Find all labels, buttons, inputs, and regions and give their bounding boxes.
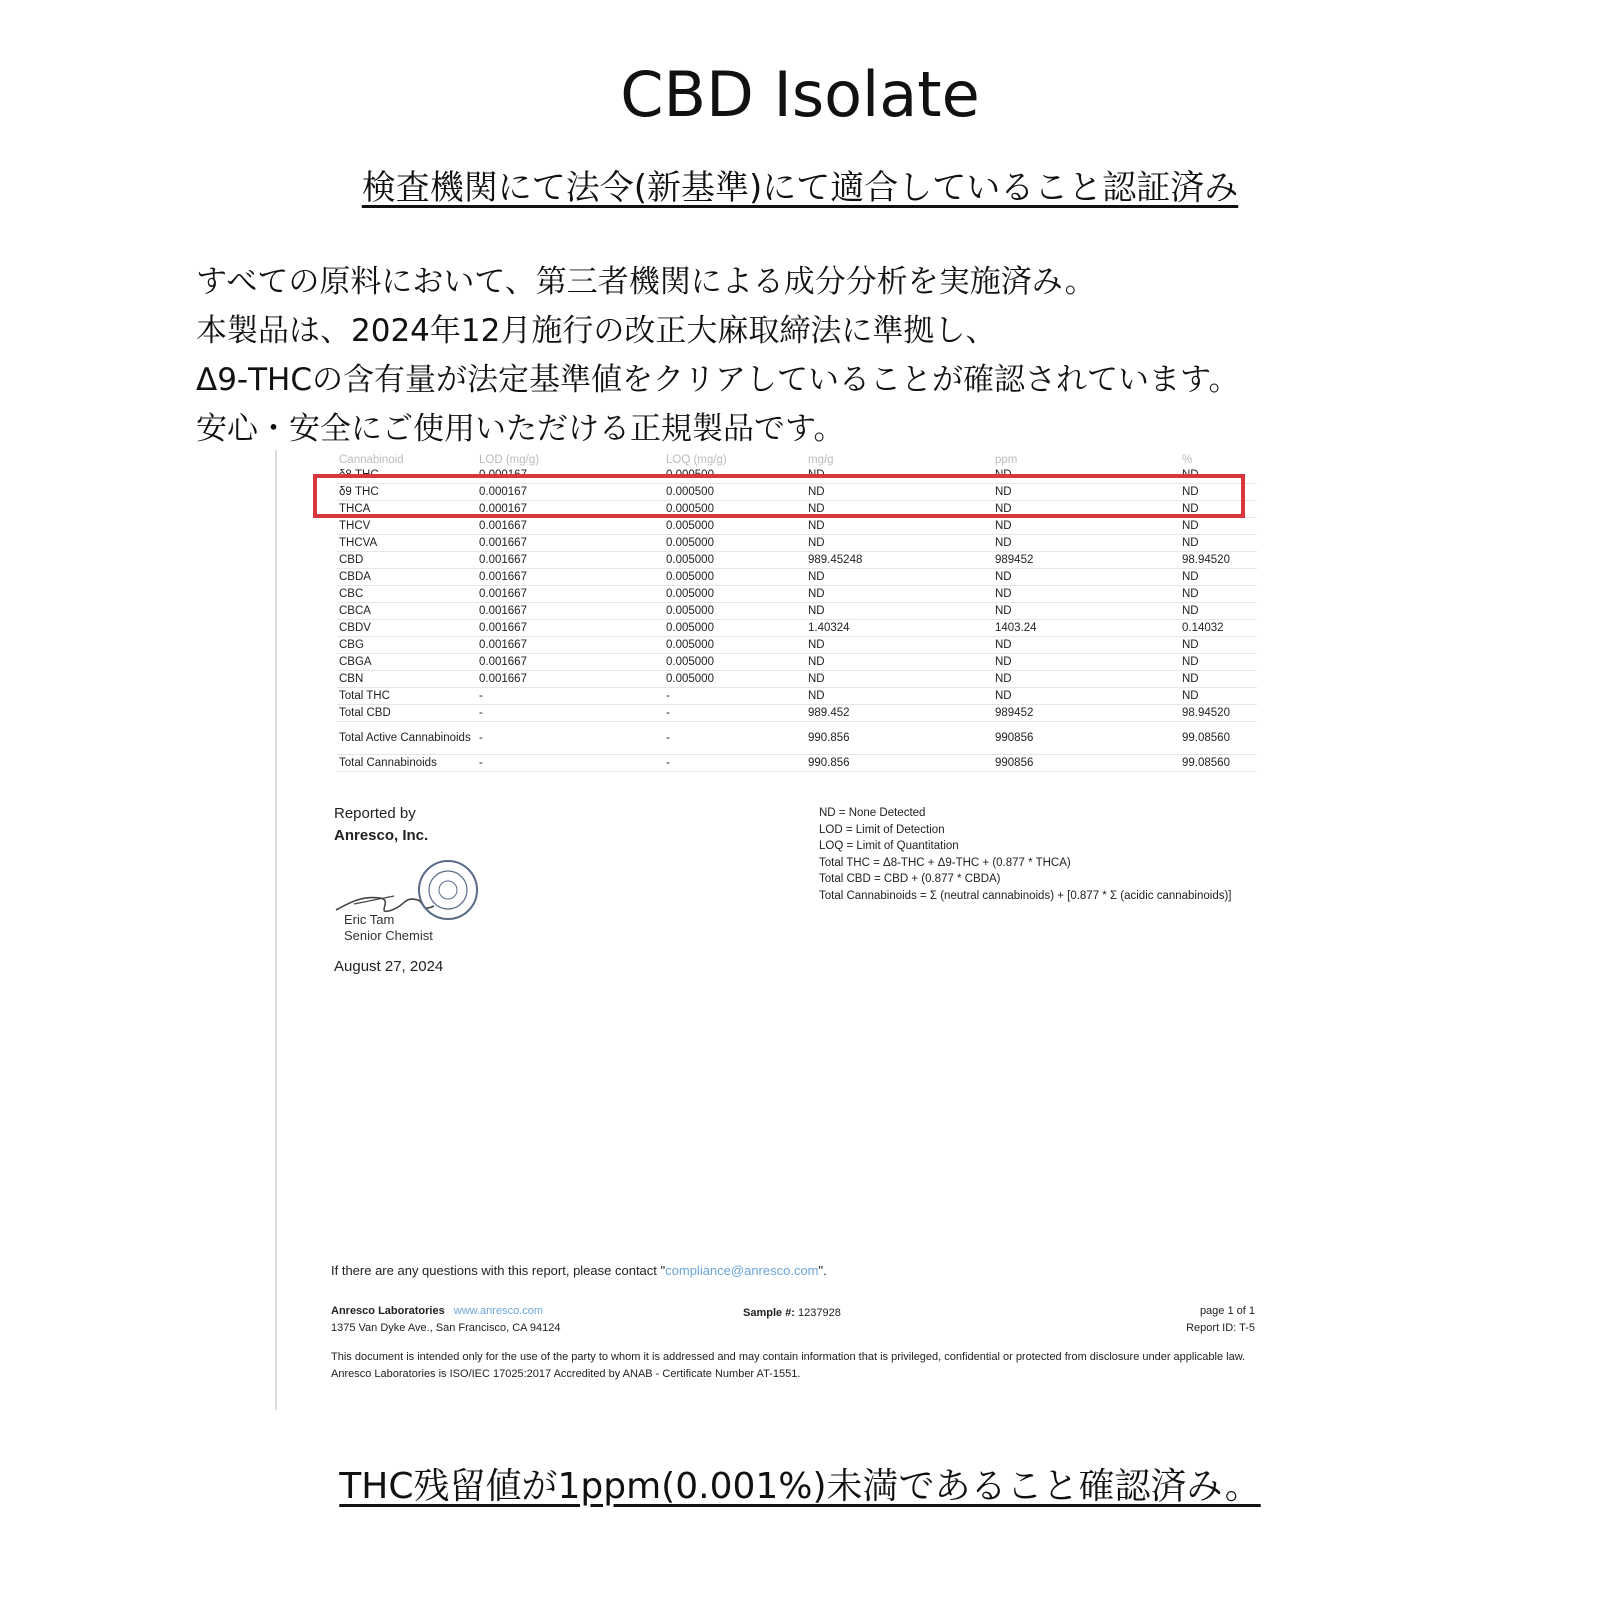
table-row — [337, 518, 1257, 535]
table-cell: ND — [806, 637, 993, 654]
contact-email-link[interactable]: compliance@anresco.com — [665, 1263, 819, 1278]
intro-text — [196, 258, 1576, 454]
lab-address: 1375 Van Dyke Ave., San Francisco, CA 94124 — [331, 1322, 561, 1334]
table-cell: 0.005000 — [664, 671, 806, 688]
thc-residual-note: THC残留値が1ppm(0.001%)未満であること確認済み。 — [339, 1466, 1261, 1507]
table-cell: 0.001667 — [477, 535, 664, 552]
table-cell: 0.000167 — [477, 467, 664, 484]
lab-website-link[interactable]: www.anresco.com — [453, 1305, 544, 1317]
table-cell: 990856 — [993, 722, 1180, 755]
table-row — [337, 637, 1257, 654]
table-cell: ND — [993, 535, 1180, 552]
table-cell: ND — [806, 535, 993, 552]
table-cell: 0.001667 — [477, 603, 664, 620]
table-cell: Total THC — [337, 688, 477, 705]
sample-value: 1237928 — [798, 1307, 841, 1319]
table-cell: 0.000500 — [664, 467, 806, 484]
table-cell: 99.08560 — [1180, 722, 1257, 755]
table-cell: 0.001667 — [477, 671, 664, 688]
table-cell: - — [664, 755, 806, 772]
table-cell: ND — [993, 569, 1180, 586]
table-cell: 0.000500 — [664, 484, 806, 501]
signer-name: Eric Tam — [344, 912, 395, 927]
legend-line: Total CBD = CBD + (0.877 * CBDA) — [819, 873, 1001, 885]
lab-name: Anresco Laboratories — [331, 1305, 445, 1317]
table-cell: ND — [806, 603, 993, 620]
table-cell: ND — [806, 688, 993, 705]
table-cell: ND — [1180, 501, 1257, 518]
table-row — [337, 654, 1257, 671]
table-cell: ND — [1180, 569, 1257, 586]
table-cell: - — [664, 705, 806, 722]
table-cell: ND — [1180, 603, 1257, 620]
table-cell: ND — [1180, 518, 1257, 535]
table-cell: 0.005000 — [664, 569, 806, 586]
table-cell: 1.40324 — [806, 620, 993, 637]
table-cell: THCVA — [337, 535, 477, 552]
table-cell: ND — [993, 518, 1180, 535]
contact-line — [331, 1263, 827, 1278]
lab-name-line — [331, 1305, 543, 1317]
header-ppm: ppm — [995, 454, 1018, 466]
signer-block — [344, 912, 433, 944]
table-cell: 0.005000 — [664, 552, 806, 569]
table-row — [337, 705, 1257, 722]
table-cell: ND — [993, 671, 1180, 688]
table-cell: 1403.24 — [993, 620, 1180, 637]
table-cell: 99.08560 — [1180, 755, 1257, 772]
table-cell: - — [664, 688, 806, 705]
table-row — [337, 535, 1257, 552]
table-cell: 0.001667 — [477, 620, 664, 637]
header-lod: LOD (mg/g) — [479, 454, 540, 466]
table-cell: 98.94520 — [1180, 705, 1257, 722]
lab-report — [275, 450, 1307, 1410]
table-cell: Total Active Cannabinoids — [337, 722, 477, 755]
table-cell: CBD — [337, 552, 477, 569]
table-row — [337, 755, 1257, 772]
table-cell: 0.005000 — [664, 586, 806, 603]
table-cell: 989452 — [993, 552, 1180, 569]
table-cell: ND — [806, 671, 993, 688]
page-title: CBD Isolate — [620, 58, 980, 131]
header-cannabinoid: Cannabinoid — [339, 454, 404, 466]
table-cell: 990.856 — [806, 755, 993, 772]
table-cell: 0.001667 — [477, 586, 664, 603]
contact-prefix: If there are any questions with this report, please contact " — [331, 1263, 666, 1278]
table-cell: CBDA — [337, 569, 477, 586]
table-cell: Total Cannabinoids — [337, 755, 477, 772]
table-cell: CBGA — [337, 654, 477, 671]
legend-line: Total THC = Δ8-THC + Δ9-THC + (0.877 * THCA) — [819, 856, 1071, 869]
table-row — [337, 552, 1257, 569]
table-row — [337, 569, 1257, 586]
legend-line: LOD = Limit of Detection — [819, 823, 945, 836]
intro-line: 安心・安全にご使用いただける正規製品です。 — [196, 411, 845, 447]
certification-subtitle: 検査機関にて法令(新基準)にて適合していること認証済み — [361, 168, 1239, 208]
table-cell: ND — [1180, 467, 1257, 484]
table-cell: - — [477, 755, 664, 772]
table-cell: 0.005000 — [664, 535, 806, 552]
table-cell: ND — [806, 518, 993, 535]
table-cell: ND — [1180, 484, 1257, 501]
table-row — [337, 603, 1257, 620]
table-cell: 989452 — [993, 705, 1180, 722]
table-cell: ND — [993, 501, 1180, 518]
table-cell: 0.000167 — [477, 501, 664, 518]
table-cell: CBDV — [337, 620, 477, 637]
table-cell: ND — [1180, 671, 1257, 688]
table-cell: ND — [806, 501, 993, 518]
table-cell: 0.005000 — [664, 518, 806, 535]
table-cell: Total CBD — [337, 705, 477, 722]
table-cell: ND — [806, 467, 993, 484]
sample-label: Sample #: — [743, 1307, 795, 1319]
legend-line: LOQ = Limit of Quantitation — [819, 840, 959, 852]
table-cell: 0.000500 — [664, 501, 806, 518]
table-cell: 0.001667 — [477, 654, 664, 671]
intro-line: 本製品は、2024年12月施行の改正大麻取締法に準拠し、 — [196, 313, 997, 349]
disclaimer: This document is intended only for the use of the party to whom it is addressed and may contain information that is privileged, confidential or protected from disclosure under applicable law. Anresco Laboratories is ISO/IEC 17025:2017 Accredited by ANAB - Certificate Number AT-1551. — [331, 1351, 1246, 1380]
header-mg-g: mg/g — [808, 454, 834, 466]
table-cell: 0.14032 — [1180, 620, 1257, 637]
header-percent: % — [1182, 454, 1193, 466]
table-cell: δ8 THC — [337, 467, 477, 484]
legend-line: ND = None Detected — [819, 807, 926, 819]
reported-by-org: Anresco, Inc. — [334, 827, 429, 844]
table-cell: - — [477, 705, 664, 722]
intro-line: すべての原料において、第三者機関による成分分析を実施済み。 — [196, 264, 1096, 300]
table-cell: CBCA — [337, 603, 477, 620]
table-cell: 0.005000 — [664, 620, 806, 637]
header-loq: LOQ (mg/g) — [666, 454, 727, 466]
table-cell: ND — [993, 467, 1180, 484]
table-cell: ND — [806, 586, 993, 603]
report-date: August 27, 2024 — [334, 958, 444, 975]
table-row — [337, 688, 1257, 705]
legend-line: Total Cannabinoids = Σ (neutral cannabinoids) + [0.877 * Σ (acidic cannabinoids)] — [819, 889, 1232, 902]
table-cell: ND — [1180, 586, 1257, 603]
thc-highlight-box — [313, 474, 1245, 518]
page-indicator: page 1 of 1 — [1199, 1305, 1255, 1317]
table-cell: 0.000167 — [477, 484, 664, 501]
table-cell: CBG — [337, 637, 477, 654]
table-cell: - — [477, 722, 664, 755]
table-cell: ND — [1180, 688, 1257, 705]
table-row — [337, 586, 1257, 603]
table-cell: 98.94520 — [1180, 552, 1257, 569]
table-cell: 990.856 — [806, 722, 993, 755]
table-cell: 989.45248 — [806, 552, 993, 569]
table-cell: 0.001667 — [477, 518, 664, 535]
table-cell: 0.005000 — [664, 654, 806, 671]
table-cell: 989.452 — [806, 705, 993, 722]
sample-number — [743, 1307, 841, 1319]
table-cell: CBC — [337, 586, 477, 603]
table-row — [337, 722, 1257, 755]
table-cell: 0.005000 — [664, 637, 806, 654]
signer-title: Senior Chemist — [344, 928, 433, 943]
table-cell: ND — [993, 688, 1180, 705]
table-cell: ND — [1180, 637, 1257, 654]
table-cell: CBN — [337, 671, 477, 688]
table-row — [337, 671, 1257, 688]
contact-suffix: ". — [818, 1263, 827, 1278]
table-cell: δ9 THC — [337, 484, 477, 501]
table-cell: THCV — [337, 518, 477, 535]
table-cell: 990856 — [993, 755, 1180, 772]
table-cell: - — [664, 722, 806, 755]
table-cell: ND — [806, 654, 993, 671]
table-cell: THCA — [337, 501, 477, 518]
table-row — [337, 620, 1257, 637]
table-cell: ND — [993, 484, 1180, 501]
reported-by-label: Reported by — [334, 805, 416, 822]
table-cell: - — [477, 688, 664, 705]
table-cell: ND — [1180, 535, 1257, 552]
table-cell: 0.001667 — [477, 637, 664, 654]
intro-line: Δ9-THCの含有量が法定基準値をクリアしていることが確認されています。 — [196, 362, 1240, 398]
table-cell: ND — [993, 603, 1180, 620]
abbreviation-legend — [819, 805, 1232, 904]
table-cell: ND — [993, 654, 1180, 671]
table-cell: ND — [806, 569, 993, 586]
table-cell: 0.001667 — [477, 552, 664, 569]
table-cell: ND — [993, 586, 1180, 603]
table-header-row — [337, 453, 1257, 467]
table-cell: ND — [1180, 654, 1257, 671]
table-cell: 0.005000 — [664, 603, 806, 620]
table-cell: 0.001667 — [477, 569, 664, 586]
table-cell: ND — [993, 637, 1180, 654]
report-id: Report ID: T-5 — [1186, 1322, 1255, 1334]
table-cell: ND — [806, 484, 993, 501]
